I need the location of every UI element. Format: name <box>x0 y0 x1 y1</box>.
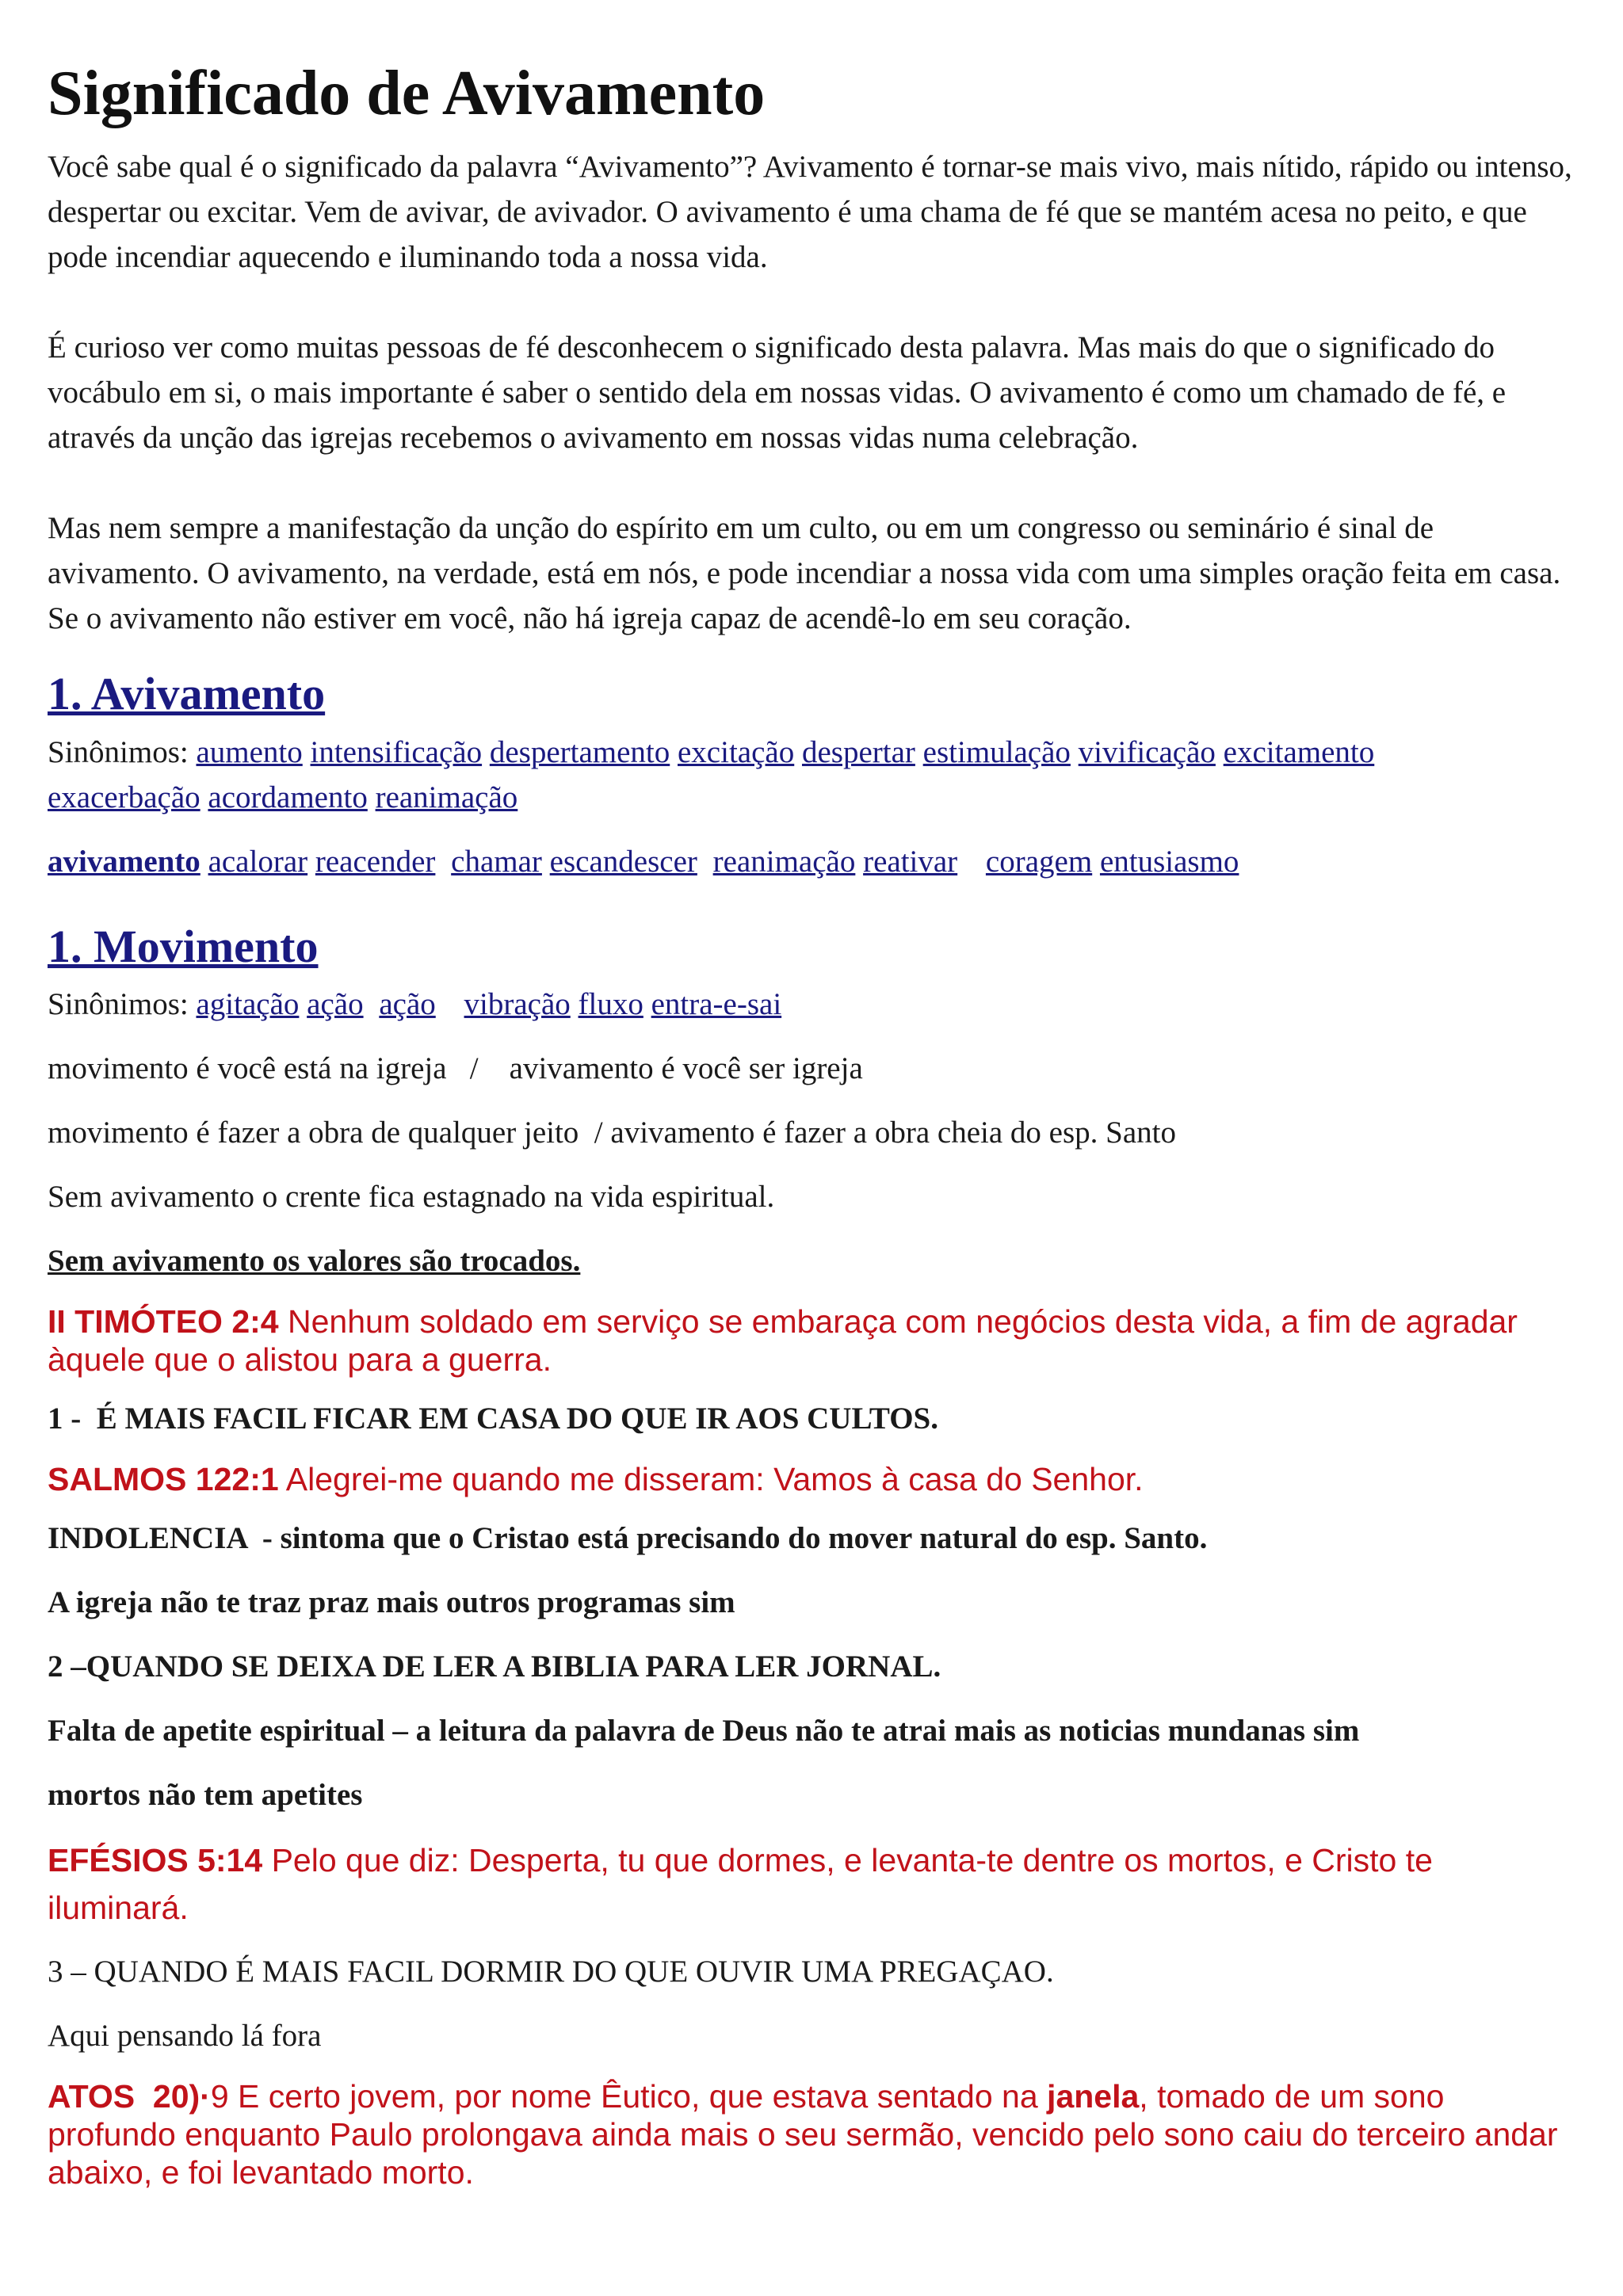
synonym-link[interactable]: agitação <box>196 987 300 1022</box>
verse-text: 9 E certo jovem, por nome Êutico, que estava sentado na <box>210 2078 1048 2115</box>
synonyms-movimento <box>48 982 1575 1027</box>
text-line: Falta de apetite espiritual – a leitura da palavra de Deus não te atrai mais as noticias mundanas sim <box>48 1714 1360 1749</box>
text-line: movimento é você está na igreja / avivamento é você ser igreja <box>48 1051 863 1086</box>
synonym-link[interactable]: reanimação <box>375 780 518 814</box>
text-line: mortos não tem apetites <box>48 1778 363 1813</box>
related-link[interactable]: avivamento <box>48 844 200 879</box>
verse-reference: EFÉSIOS 5:14 <box>48 1842 263 1879</box>
verse-text: Nenhum soldado em serviço se embaraça com negócios desta vida, a fim de agradar àquele que o alistou para a guerra. <box>48 1303 1518 1379</box>
synonym-link[interactable]: despertar <box>801 734 915 769</box>
synonym-link[interactable]: vivificação <box>1078 734 1216 769</box>
verse-text: , tomado de um sono profundo enquanto Paulo prolongava ainda mais o seu sermão, vencido pelo sono caiu do terceiro andar abaixo, e foi levantado morto. <box>48 2078 1558 2191</box>
bible-verse <box>48 2077 1575 2191</box>
verse-reference: II TIMÓTEO 2:4 <box>48 1303 279 1341</box>
heading-link-avivamento[interactable]: 1. Avivamento <box>48 668 326 719</box>
synonyms-label: Sinônimos: <box>48 734 197 769</box>
related-link[interactable]: entusiasmo <box>1099 844 1239 879</box>
text-line: INDOLENCIA - sintoma que o Cristao está precisando do mover natural do esp. Santo. <box>48 1521 1208 1556</box>
synonym-link[interactable]: intensificação <box>310 734 483 769</box>
related-links-avivamento <box>48 839 1575 884</box>
synonym-link[interactable]: acordamento <box>208 780 368 814</box>
synonym-link[interactable]: excitamento <box>1223 734 1375 769</box>
synonym-link[interactable]: vibração <box>464 987 571 1022</box>
verse-text: Alegrei-me quando me disseram: Vamos à casa do Senhor. <box>278 1461 1144 1498</box>
verse-text: Pelo que diz: Desperta, tu que dormes, e levanta-te dentre os mortos, e Cristo te iluminará. <box>48 1842 1433 1927</box>
paragraph-3: Mas nem sempre a manifestação da unção do espírito em um culto, ou em um congresso ou seminário é sinal de avivamento. O avivamento, na verdade, está em nós, e pode incendiar a nossa vida com uma simples oração feita em casa. Se o avivamento não estiver em você, não há igreja capaz de acendê-lo em seu coração. <box>48 511 1561 635</box>
section-heading-avivamento <box>48 666 1575 722</box>
text-line: Aqui pensando lá fora <box>48 2019 322 2054</box>
verse-reference: ATOS 20)· <box>48 2078 211 2115</box>
heading-link-movimento[interactable]: 1. Movimento <box>48 920 319 972</box>
text-line: A igreja não te traz praz mais outros programas sim <box>48 1585 735 1620</box>
paragraph-2: É curioso ver como muitas pessoas de fé desconhecem o significado desta palavra. Mas mais do que o significado do vocábulo em si, o mais importante é saber o sentido dela em nossas vidas. O avivamento é como um chamado de fé, e através da unção das igrejas recebemos o avivamento em nossas vidas numa celebração. <box>48 330 1507 455</box>
synonyms-avivamento <box>48 730 1575 820</box>
synonym-link[interactable]: exacerbação <box>48 780 200 814</box>
text-line: Sem avivamento o crente fica estagnado na vida espiritual. <box>48 1180 775 1215</box>
synonym-link[interactable]: estimulação <box>922 734 1071 769</box>
synonym-link[interactable]: aumento <box>196 734 303 769</box>
point-heading: 2 –QUANDO SE DEIXA DE LER A BIBLIA PARA LER JORNAL. <box>48 1650 941 1684</box>
synonym-link[interactable]: ação <box>307 987 364 1022</box>
bible-verse <box>48 1302 1575 1379</box>
text-line: movimento é fazer a obra de qualquer jeito / avivamento é fazer a obra cheia do esp. Santo <box>48 1116 1176 1150</box>
related-link[interactable]: reanimação <box>712 844 856 879</box>
verse-bold-word: janela <box>1047 2078 1140 2115</box>
verse-reference: SALMOS 122:1 <box>48 1461 279 1498</box>
paragraph-1: Você sabe qual é o significado da palavra “Avivamento”? Avivamento é tornar-se mais vivo, mais nítido, rápido ou intenso, despertar ou excitar. Vem de avivar, de avivador. O avivamento é uma chama de fé que se mantém acesa no peito, e que pode incendiar aquecendo e iluminando toda a nossa vida. <box>48 150 1572 274</box>
synonym-link[interactable]: ação <box>379 987 436 1022</box>
related-link[interactable]: chamar <box>451 844 542 879</box>
bible-verse <box>48 1460 1575 1498</box>
related-link[interactable]: reacender <box>315 844 436 879</box>
synonyms-label: Sinônimos: <box>48 987 197 1022</box>
synonym-link[interactable]: entra-e-sai <box>651 987 782 1022</box>
point-heading: 3 – QUANDO É MAIS FACIL DORMIR DO QUE OUVIR UMA PREGAÇAO. <box>48 1955 1054 1989</box>
synonym-link[interactable]: excitação <box>678 734 795 769</box>
related-link[interactable]: acalorar <box>208 844 308 879</box>
synonym-link[interactable]: fluxo <box>578 987 643 1022</box>
bible-verse <box>48 1836 1575 1932</box>
synonym-link[interactable]: despertamento <box>489 734 670 769</box>
related-link[interactable]: reativar <box>863 844 958 879</box>
emphasis-line: Sem avivamento os valores são trocados. <box>48 1244 581 1279</box>
page-title: Significado de Avivamento <box>48 59 766 128</box>
point-heading: 1 - É MAIS FACIL FICAR EM CASA DO QUE IR AOS CULTOS. <box>48 1402 938 1436</box>
related-link[interactable]: escandescer <box>549 844 697 879</box>
related-link[interactable]: coragem <box>985 844 1093 879</box>
section-heading-movimento <box>48 919 1575 974</box>
